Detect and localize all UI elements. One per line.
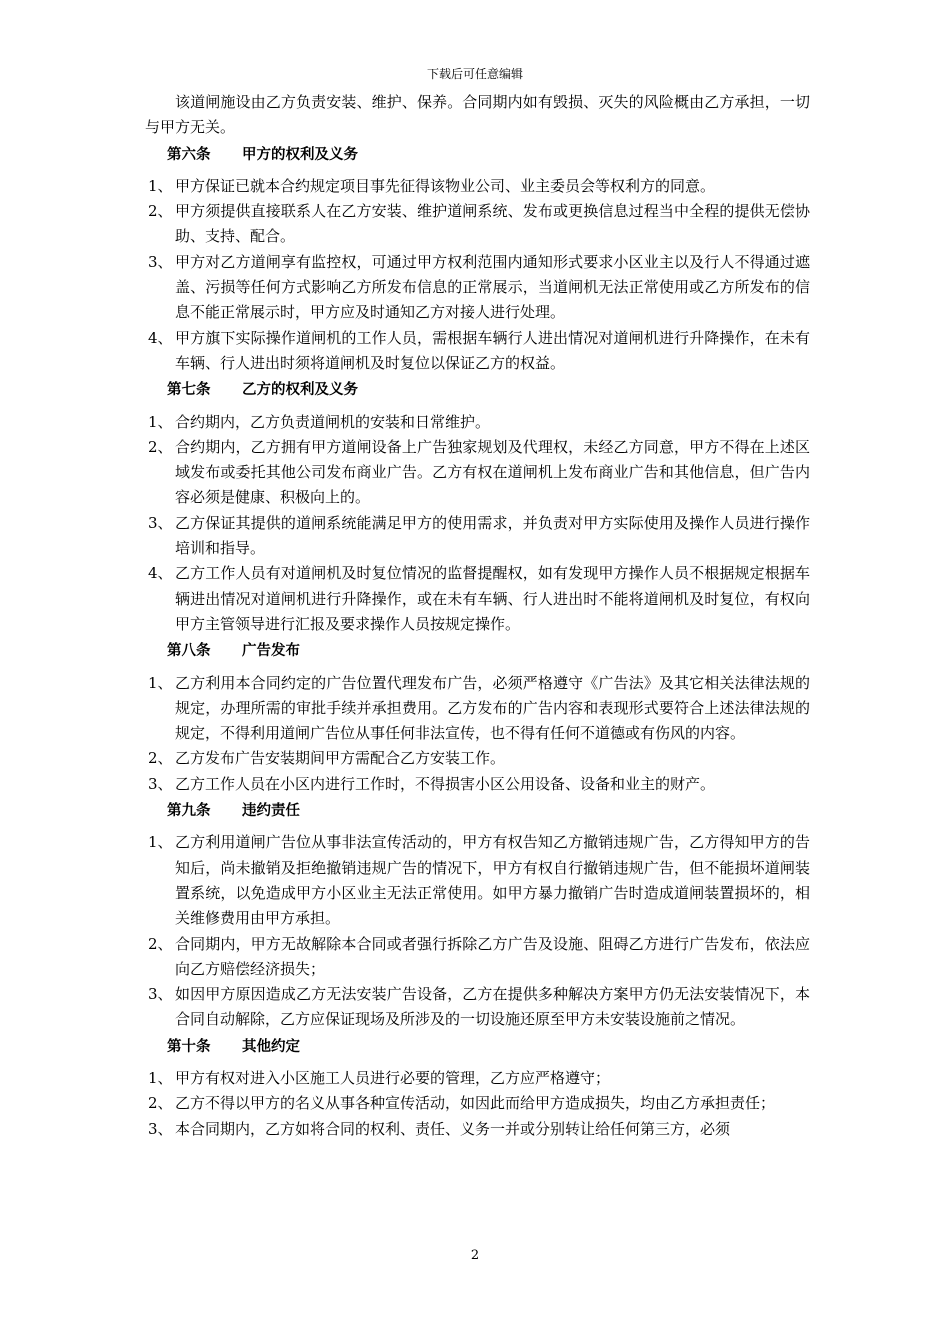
item-number: 3、	[148, 1119, 173, 1138]
item-number: 1、	[148, 833, 173, 852]
section-title: 乙方的权利及义务	[242, 382, 358, 399]
list-item	[145, 435, 810, 511]
list-item	[145, 1066, 810, 1091]
section-number: 第八条	[167, 643, 211, 660]
item-text: 甲方有权对进入小区施工人员进行必要的管理，乙方应严格遵守；	[175, 1068, 611, 1087]
list-item	[145, 772, 810, 797]
item-text: 合约期内，乙方拥有甲方道闸设备上广告独家规划及代理权，未经乙方同意，甲方不得在上述区域发布或委托其他公司发布商业广告。乙方有权在道闸机上发布商业广告和其他信息，但广告内容必须是健康、积极向上的。	[175, 437, 810, 507]
section-heading	[167, 378, 810, 403]
list-item	[145, 326, 810, 377]
item-text: 乙方工作人员有对道闸机及时复位情况的监督提醒权，如有发现甲方操作人员不根据规定根据车辆进出情况对道闸机进行升降操作，或在未有车辆、行人进出时不能将道闸机及时复位，有权向甲方主管领导进行汇报及要求操作人员按规定操作。	[175, 564, 810, 633]
section-number: 第六条	[167, 146, 211, 163]
section-number: 第十条	[167, 1038, 211, 1055]
page-header: 下载后可任意编辑	[426, 67, 523, 81]
section-title: 其他约定	[242, 1038, 300, 1055]
item-number: 2、	[148, 749, 173, 768]
section-heading	[167, 1035, 810, 1060]
item-number: 1、	[148, 176, 173, 195]
list-item	[145, 982, 810, 1033]
item-text: 甲方须提供直接联系人在乙方安装、维护道闸系统、发布或更换信息过程当中全程的提供无偿协助、支持、配合。	[175, 202, 810, 246]
list-item	[145, 1117, 810, 1142]
item-text: 乙方工作人员在小区内进行工作时，不得损害小区公用设备、设备和业主的财产。	[175, 774, 716, 793]
item-text: 乙方保证其提供的道闸系统能满足甲方的使用需求，并负责对甲方实际使用及操作人员进行操作培训和指导。	[175, 513, 810, 558]
list-item	[145, 746, 810, 771]
item-text: 甲方对乙方道闸享有监控权，可通过甲方权利范围内通知形式要求小区业主以及行人不得通过遮盖、污损等任何方式影响乙方所发布信息的正常展示，当道闸机无法正常使用或乙方所发布的信息不能正常展示时，甲方应及时通知乙方对接人进行处理。	[175, 252, 810, 322]
item-number: 3、	[148, 985, 173, 1004]
item-text: 甲方旗下实际操作道闸机的工作人员，需根据车辆行人进出情况对道闸机进行升降操作，在未有车辆、行人进出时须将道闸机及时复位以保证乙方的权益。	[175, 328, 810, 372]
section-heading	[167, 639, 810, 664]
item-number: 3、	[148, 774, 173, 793]
section-title: 甲方的权利及义务	[242, 146, 358, 163]
list-item	[145, 830, 810, 931]
item-number: 3、	[148, 513, 173, 532]
item-number: 1、	[148, 412, 173, 431]
item-text: 乙方利用道闸广告位从事非法宣传活动的，甲方有权告知乙方撤销违规广告，乙方得知甲方的告知后，尚未撤销及拒绝撤销违规广告的情况下，甲方有权自行撤销违规广告，但不能损坏道闸装置系统，以免造成甲方小区业主无法正常使用。如甲方暴力撤销广告时造成道闸装置损坏的，相关维修费用由甲方承担。	[175, 833, 810, 928]
section-heading	[167, 143, 810, 168]
item-text: 如因甲方原因造成乙方无法安装广告设备，乙方在提供多种解决方案甲方仍无法安装情况下，本合同自动解除，乙方应保证现场及所涉及的一切设施还原至甲方未安装设施前之情况。	[175, 985, 810, 1029]
section-number: 第九条	[167, 803, 211, 820]
item-text: 合约期内，乙方负责道闸机的安装和日常维护。	[175, 412, 491, 431]
list-item	[145, 561, 810, 637]
item-text: 乙方利用本合同约定的广告位置代理发布广告，必须严格遵守《广告法》及其它相关法律法规的规定，办理所需的审批手续并承担费用。乙方发布的广告内容和表现形式要符合上述法律法规的规定，不得利用道闸广告位从事任何非法宣传，也不得有任何不道德或有伤风的内容。	[175, 673, 810, 743]
list-item	[145, 199, 810, 250]
intro-paragraph: 该道闸施设由乙方负责安装、维护、保养。合同期内如有毁损、灭失的风险概由乙方承担，一切与甲方无关。	[145, 93, 810, 137]
item-number: 2、	[148, 202, 173, 221]
list-item	[145, 671, 810, 747]
item-text: 甲方保证已就本合约规定项目事先征得该物业公司、业主委员会等权利方的同意。	[175, 176, 716, 195]
item-number: 1、	[148, 673, 173, 692]
item-text: 合同期内，甲方无故解除本合同或者强行拆除乙方广告及设施、阻碍乙方进行广告发布，依法应向乙方赔偿经济损失；	[175, 934, 810, 978]
item-number: 2、	[148, 437, 173, 456]
item-number: 2、	[148, 1094, 173, 1113]
item-text: 本合同期内，乙方如将合同的权利、责任、义务一并或分别转让给任何第三方，必须	[175, 1119, 731, 1138]
section-heading	[167, 799, 810, 824]
list-item	[145, 174, 810, 199]
list-item	[145, 250, 810, 326]
section-title: 广告发布	[242, 643, 300, 660]
item-number: 2、	[148, 934, 173, 953]
section-number: 第七条	[167, 382, 211, 399]
item-number: 1、	[148, 1068, 173, 1087]
item-text: 乙方不得以甲方的名义从事各种宣传活动，如因此而给甲方造成损失，均由乙方承担责任；	[175, 1094, 776, 1113]
list-item	[145, 1091, 810, 1116]
list-item	[145, 932, 810, 983]
list-item	[145, 410, 810, 435]
item-number: 4、	[148, 564, 173, 583]
page-number: 2	[470, 1248, 480, 1263]
item-text: 乙方发布广告安装期间甲方需配合乙方安装工作。	[175, 749, 506, 768]
document-body	[145, 90, 810, 1142]
item-number: 4、	[148, 328, 173, 347]
section-title: 违约责任	[242, 803, 300, 820]
list-item	[145, 511, 810, 562]
item-number: 3、	[148, 252, 173, 271]
